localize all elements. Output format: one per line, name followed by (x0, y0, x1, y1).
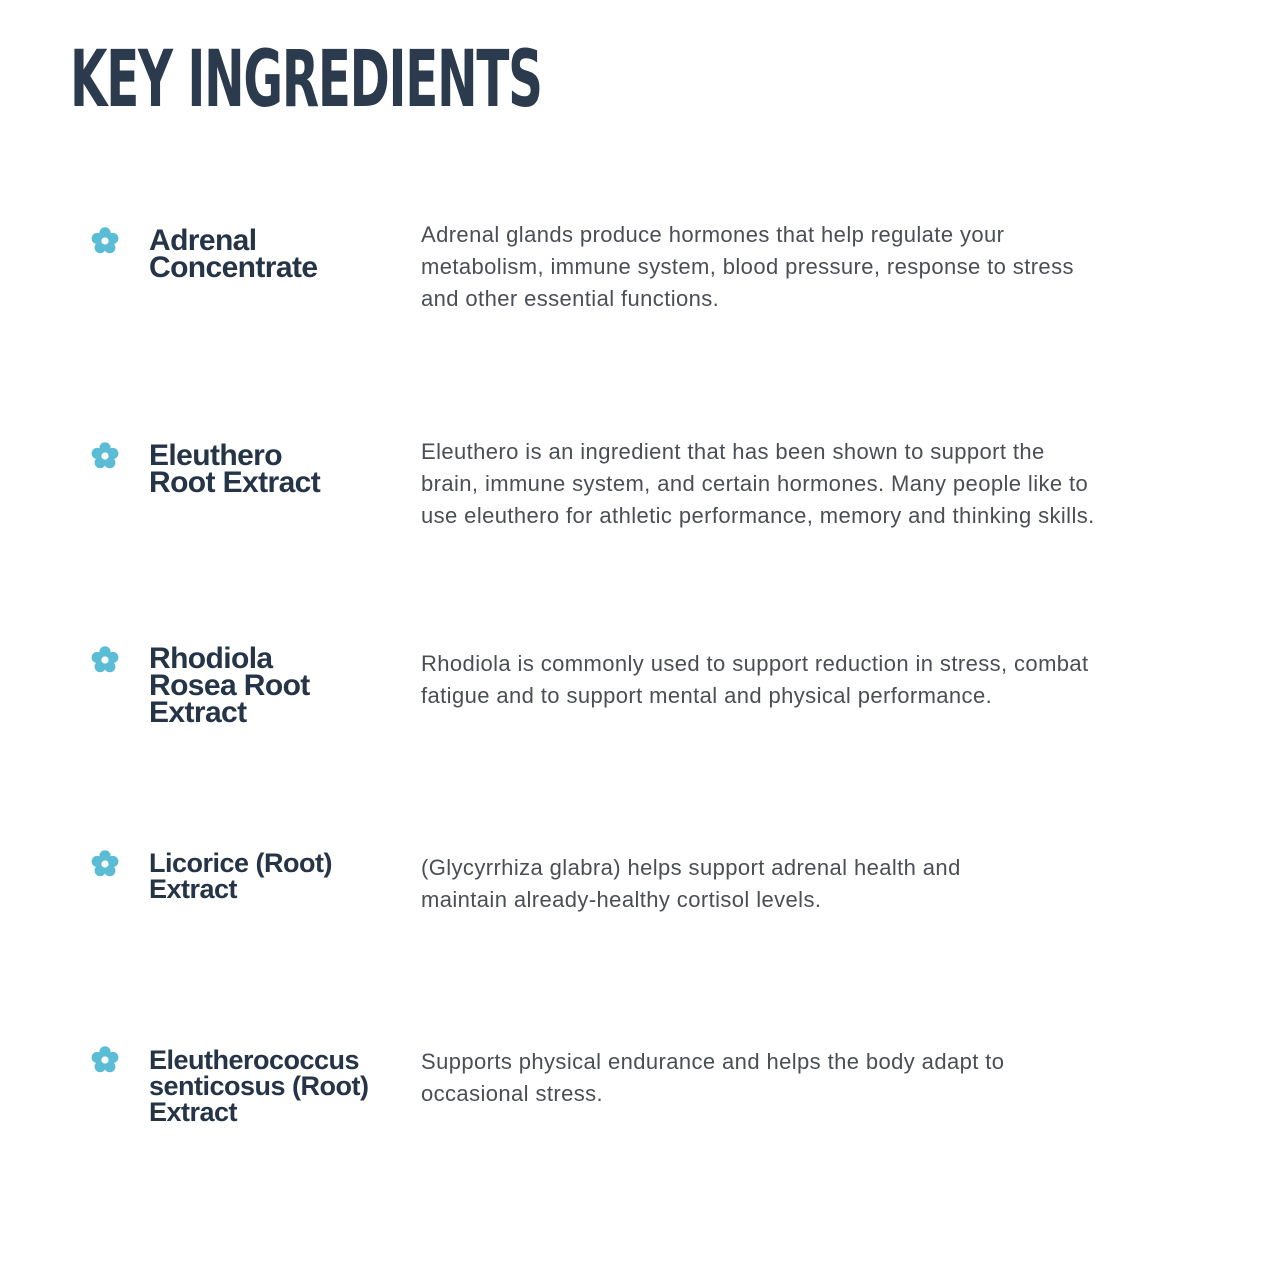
ingredient-name-line: Extract (149, 1097, 238, 1127)
flower-center (101, 860, 108, 867)
ingredient-name-line: Eleutherococcus (149, 1045, 360, 1075)
flower-petal (92, 233, 103, 244)
flower-center (101, 1056, 108, 1063)
flower-petal (92, 1052, 103, 1063)
ingredient-name-line: Eleuthero (149, 439, 282, 472)
flower-center (101, 452, 108, 459)
description-line: and other essential functions. (421, 286, 720, 311)
flower-icon (90, 1045, 120, 1075)
page-title: KEY INGREDIENTS (70, 35, 542, 125)
description-line: (Glycyrrhiza glabra) helps support adrenal health and (421, 855, 961, 880)
ingredient-name (149, 439, 409, 499)
ingredient-name-line: senticosus (Root) (149, 1071, 369, 1101)
description-line: fatigue and to support mental and physical performance. (421, 683, 993, 708)
ingredient-name-line: Rosea Root (149, 669, 310, 702)
flower-center (101, 656, 108, 663)
flower-petal (92, 448, 103, 459)
ingredient-name (149, 850, 409, 902)
ingredient-name-line: Licorice (Root) (149, 848, 333, 878)
ingredient-description (421, 852, 1221, 916)
ingredient-name (149, 224, 409, 284)
flower-icon (90, 441, 120, 471)
ingredient-description (421, 648, 1221, 712)
ingredient-description (421, 436, 1221, 532)
ingredient-description (421, 219, 1221, 315)
description-line: Adrenal glands produce hormones that help regulate your (421, 222, 1005, 247)
ingredient-name-line: Extract (149, 874, 238, 904)
description-line: Eleuthero is an ingredient that has been shown to support the (421, 439, 1045, 464)
ingredient-name (149, 642, 409, 729)
flower-icon (90, 849, 120, 879)
ingredient-name-line: Root Extract (149, 466, 321, 499)
flower-petal (92, 652, 103, 663)
description-line: brain, immune system, and certain hormones. Many people like to (421, 471, 1089, 496)
description-line: maintain already-healthy cortisol levels. (421, 887, 822, 912)
ingredient-name-line: Extract (149, 696, 247, 729)
description-line: Supports physical endurance and helps the body adapt to (421, 1049, 1005, 1074)
ingredient-name (149, 1047, 409, 1125)
ingredient-name-line: Adrenal (149, 224, 257, 257)
flower-petal (92, 856, 103, 867)
description-line: metabolism, immune system, blood pressure, response to stress (421, 254, 1074, 279)
ingredient-description (421, 1046, 1221, 1110)
ingredient-name-line: Concentrate (149, 251, 318, 284)
description-line: occasional stress. (421, 1081, 604, 1106)
ingredient-name-line: Rhodiola (149, 642, 273, 675)
description-line: Rhodiola is commonly used to support reduction in stress, combat (421, 651, 1089, 676)
description-line: use eleuthero for athletic performance, memory and thinking skills. (421, 503, 1095, 528)
flower-icon (90, 645, 120, 675)
flower-center (101, 237, 108, 244)
flower-icon (90, 226, 120, 256)
